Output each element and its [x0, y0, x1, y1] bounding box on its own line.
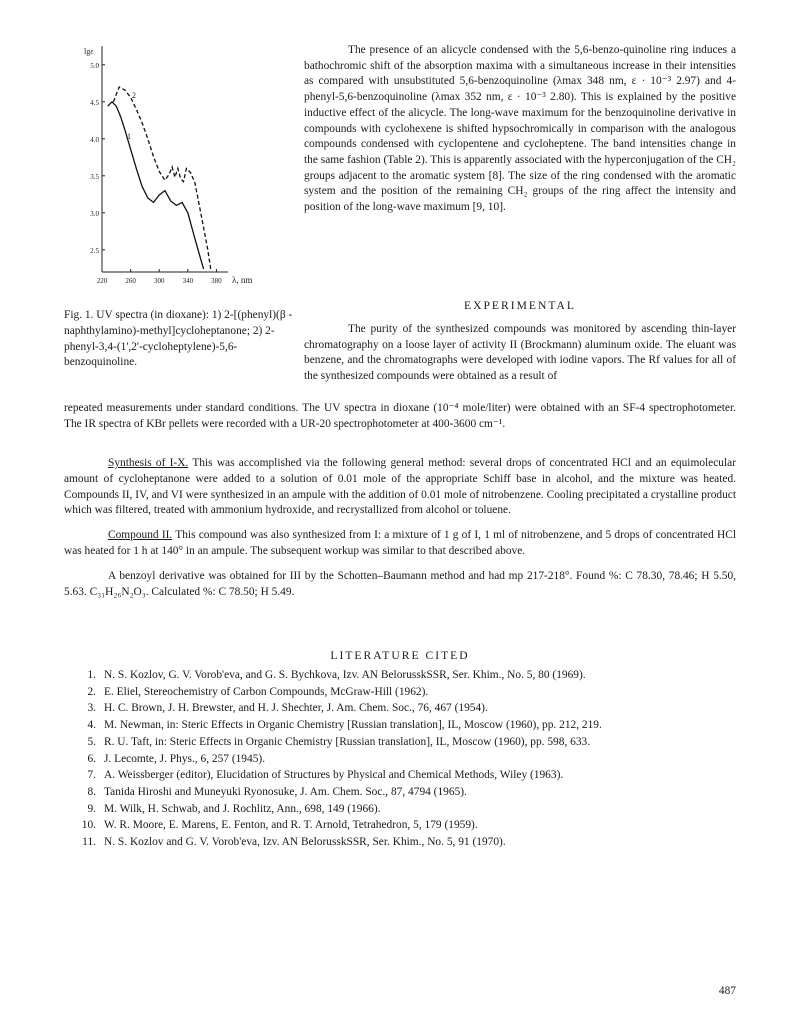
experimental-body — [64, 456, 736, 609]
compound-text: This compound was also synthesized from I: a mixture of 1 g of I, 1 ml of nitrobenzene, and 5 drops of concentrated HCl was heated for 1 h at 140° in an ampule. The subsequent workup was similar to that described above. — [64, 529, 736, 557]
reference-number: 8. — [87, 785, 96, 798]
reference-text: N. S. Kozlov, G. V. Vorob'eva, and G. S. Bychkova, Izv. AN BelorusskSSR, Ser. Khim., No. 5, 80 (1969). — [104, 669, 586, 681]
literature-heading: LITERATURE CITED — [330, 649, 470, 662]
x-axis-label: λ, nm — [232, 275, 253, 285]
figure-caption: Fig. 1. UV spectra (in dioxane): 1) 2-[(phenyl)(β -naphthylamino)-methyl]cycloheptanone; 2) 2-phenyl-3,4-(1',2'-cycloheptylene)-5,6-benzoquinoline. — [64, 309, 293, 369]
reference-item — [64, 685, 736, 701]
reference-item — [64, 752, 736, 768]
reference-item — [64, 768, 736, 784]
synthesis-paragraph — [64, 456, 736, 519]
y-axis-label: lgε — [84, 47, 94, 56]
x-tick-label: 220 — [96, 277, 108, 285]
reference-item — [64, 785, 736, 801]
reference-number: 10. — [81, 819, 96, 832]
series-line-1 — [108, 102, 204, 269]
compound-label: Compound II. — [108, 529, 173, 542]
reference-number: 6. — [87, 752, 96, 765]
reference-number: 9. — [87, 802, 96, 815]
synthesis-label: Synthesis of I-X. — [108, 457, 189, 469]
y-tick-label: 3.5 — [90, 172, 99, 181]
reference-text: H. C. Brown, J. H. Brewster, and H. J. Shechter, J. Am. Chem. Soc., 76, 467 (1954). — [104, 702, 488, 715]
curve-label-1: 1 — [127, 131, 132, 141]
reference-item — [64, 735, 736, 751]
reference-text: M. Newman, in: Steric Effects in Organic Chemistry [Russian translation], IL, Moscow (1960), pp. 212, 219. — [104, 719, 602, 732]
reference-list — [64, 668, 736, 852]
x-tick-label: 340 — [182, 277, 194, 285]
reference-item — [64, 668, 736, 684]
curve-label-2: 2 — [132, 91, 137, 101]
synthesis-text: This was accomplished via the following general method: several drops of concentrated HCl and an equimolecular amount of cycloheptanone were added to a solution of 0.01 mole of the appropriate Schiff base in alcohol, and the mixture was heated. Compounds II, IV, and VI were synthesized in an ampule with the addition of 0.01 mole of nitrobenzene. Cooling precipitated a crystalline product which was filtered, treated with ammonium hydroxide, and recrystallized from alcohol or toluene. — [64, 457, 736, 517]
experimental-paragraph-continued — [64, 401, 736, 432]
benzoyl-paragraph: A benzoyl derivative was obtained for III by the Schotten–Baumann method and had mp 217-218°. Found %: C 78.30, 78.46; H 5.50, 5.63. C₃₁H₂₆N₂O₃. Calculated %: C 78.50; H 5.49. — [64, 569, 736, 598]
reference-number: 1. — [87, 669, 96, 681]
reference-text: N. S. Kozlov and G. V. Vorob'eva, Izv. AN BelorusskSSR, Ser. Khim., No. 5, 91 (1970). — [104, 836, 506, 849]
experimental-purity-text: The purity of the synthesized compounds was monitored by ascending thin-layer chromatography on a loose layer of activity II (Brockmann) aluminum oxide. The eluant was benzene, and the chromatographs were developed with iodine vapors. The Rf values for all of the synthesized compounds were obtained as a result of — [304, 323, 736, 383]
uv-spectra-figure — [80, 40, 290, 292]
reference-number: 7. — [87, 769, 96, 782]
y-tick-label: 2.5 — [90, 246, 99, 255]
reference-text: M. Wilk, H. Schwab, and J. Rochlitz, Ann., 698, 149 (1966). — [104, 802, 381, 815]
intro-column — [304, 43, 736, 216]
reference-item — [64, 835, 736, 851]
reference-item — [64, 718, 736, 734]
y-tick-label: 4.5 — [90, 98, 99, 107]
y-tick-label: 5.0 — [90, 61, 99, 70]
experimental-spectra-text: repeated measurements under standard conditions. The UV spectra in dioxane (10⁻⁴ mole/liter) were obtained with an SF-4 spectrophotometer. The IR spectra of KBr pellets were recorded with a UR-20 spectrophotometer at 400-3600 cm⁻¹. — [64, 402, 736, 430]
reference-text: J. Lecomte, J. Phys., 6, 257 (1945). — [104, 752, 266, 765]
reference-number: 4. — [87, 719, 96, 732]
reference-item — [64, 818, 736, 834]
experimental-heading: EXPERIMENTAL — [464, 299, 576, 312]
experimental-paragraph-column — [304, 322, 736, 385]
reference-text: Tanida Hiroshi and Muneyuki Ryonosuke, J. Am. Chem. Soc., 87, 4794 (1965). — [104, 785, 467, 798]
x-tick-label: 380 — [211, 277, 222, 285]
reference-text: W. R. Moore, E. Marens, E. Fenton, and R. T. Arnold, Tetrahedron, 5, 179 (1959). — [104, 819, 478, 832]
compound-paragraph — [64, 528, 736, 560]
x-tick-label: 300 — [153, 277, 165, 285]
intro-paragraph: The presence of an alicycle condensed with the 5,6-benzo-quinoline ring induces a bathochromic shift of the absorption maxima with a simultaneous increase in their intensities as compared with unsubstituted 5,6-benzoquinoline (λmax 348 nm, ε · 10⁻³ 2.97) and 4-phenyl-5,6-benzoquinoline (λmax 352 nm, ε · 10⁻³ 2.80). This is explained by the positive inductive effect of the alicycle. The long-wave maximum for the benzoquinoline derivative in compounds with cyclohexene is shifted hypsochromically in comparison with the analogous compounds condensed with cyclopentene and cycloheptene. The band intensities change in the same fashion (Table 2). This is apparently associated with the hyperconjugation of the CH₂ groups adjacent to the aromatic system [8]. The size of the ring condensed with the aromatic system and the position of the remaining CH₂ groups of the ring affect the intensity and position of the long-wave maximum [9, 10]. — [304, 44, 736, 214]
uv-spectra-chart — [80, 40, 290, 292]
y-tick-label: 3.0 — [90, 209, 99, 218]
page-number: 487 — [718, 985, 736, 997]
x-tick-label: 260 — [125, 277, 136, 285]
y-tick-label: 4.0 — [90, 135, 99, 144]
reference-number: 5. — [87, 735, 96, 748]
reference-item — [64, 802, 736, 818]
reference-text: R. U. Taft, in: Steric Effects in Organic Chemistry [Russian translation], IL, Moscow (1960), pp. 598, 633. — [104, 735, 591, 748]
reference-number: 11. — [82, 836, 96, 849]
reference-number: 2. — [87, 685, 96, 698]
reference-text: A. Weissberger (editor), Elucidation of Structures by Physical and Chemical Methods, Wiley (1963). — [104, 769, 564, 782]
reference-number: 3. — [87, 702, 96, 715]
reference-item — [64, 701, 736, 717]
reference-text: E. Eliel, Stereochemistry of Carbon Compounds, McGraw-Hill (1962). — [104, 685, 429, 698]
